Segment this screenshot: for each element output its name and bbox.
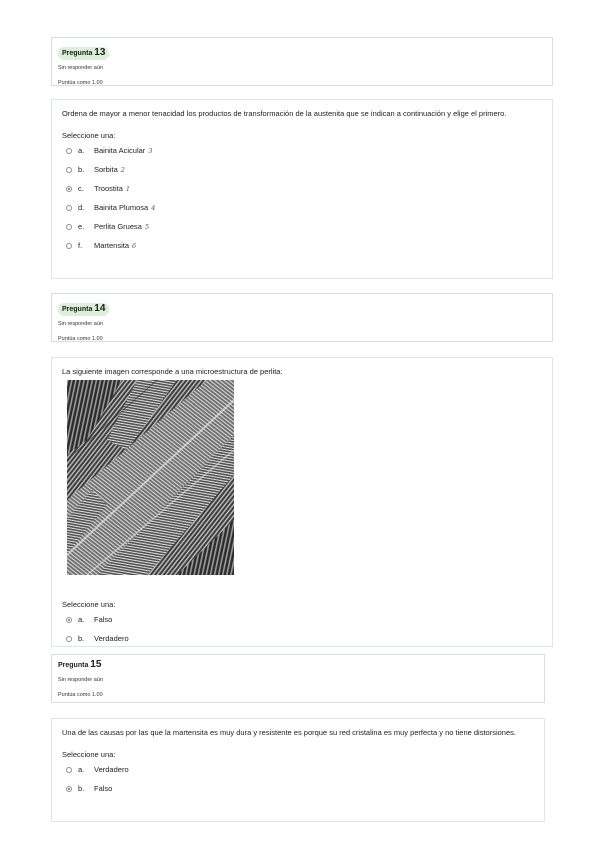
option-label: Bainita Acicular bbox=[94, 146, 146, 155]
q13-option-b[interactable] bbox=[62, 160, 542, 179]
q14-option-a[interactable] bbox=[62, 610, 542, 629]
q13-option-e[interactable] bbox=[62, 217, 542, 236]
q13-heading bbox=[58, 47, 109, 60]
q15-info-box bbox=[51, 654, 545, 703]
handwritten-note: 5 bbox=[144, 222, 150, 231]
q14-prompt: Seleccione una: bbox=[62, 600, 116, 609]
q15-heading bbox=[58, 659, 538, 672]
q15-number: 15 bbox=[90, 659, 102, 670]
q13-option-d[interactable] bbox=[62, 198, 542, 217]
option-label: Martensita bbox=[94, 241, 130, 250]
handwritten-note: 2 bbox=[120, 165, 125, 174]
q14-answer-list bbox=[62, 610, 542, 648]
q15-heading-label: Pregunta bbox=[58, 662, 89, 669]
q13-radio-c[interactable] bbox=[66, 186, 72, 192]
q15-option-b[interactable] bbox=[62, 779, 534, 798]
option-letter: f. bbox=[78, 241, 83, 250]
microstructure-image bbox=[67, 380, 234, 575]
q15-prompt: Seleccione una: bbox=[62, 750, 116, 759]
handwritten-note: 1 bbox=[125, 184, 131, 193]
q13-radio-a[interactable] bbox=[66, 148, 72, 154]
q15-radio-a[interactable] bbox=[66, 767, 72, 773]
handwritten-note: 3 bbox=[148, 146, 153, 155]
option-letter: b. bbox=[78, 634, 85, 643]
option-label: Verdadero bbox=[94, 765, 129, 774]
q13-option-a[interactable] bbox=[62, 141, 542, 160]
q14-info-box bbox=[51, 293, 553, 342]
q13-radio-e[interactable] bbox=[66, 224, 72, 230]
q15-answer-list bbox=[62, 760, 534, 798]
option-letter: c. bbox=[78, 184, 84, 193]
q13-option-f[interactable] bbox=[62, 236, 542, 255]
q13-state: Sin responder aún bbox=[58, 65, 103, 71]
q13-info-box bbox=[51, 37, 553, 86]
q13-content-box bbox=[51, 99, 553, 279]
q15-content-box bbox=[51, 718, 545, 822]
option-letter: a. bbox=[78, 615, 85, 624]
option-label: Sorbita bbox=[94, 165, 118, 174]
q14-grade: Puntúa como 1.00 bbox=[58, 336, 103, 342]
q13-answer-list bbox=[62, 141, 542, 255]
q15-state: Sin responder aún bbox=[58, 677, 103, 683]
option-letter: b. bbox=[78, 165, 85, 174]
handwritten-note: 6 bbox=[132, 241, 137, 250]
option-letter: b. bbox=[78, 784, 85, 793]
q14-option-b[interactable] bbox=[62, 629, 542, 648]
option-label: Bainita Plumosa bbox=[94, 203, 149, 212]
q14-heading-label: Pregunta bbox=[62, 306, 93, 313]
q13-heading-label: Pregunta bbox=[62, 50, 93, 57]
option-label: Perlita Gruesa bbox=[94, 222, 142, 231]
handwritten-note: 4 bbox=[151, 203, 156, 212]
q14-radio-a[interactable] bbox=[66, 617, 72, 623]
q13-option-c[interactable] bbox=[62, 179, 542, 198]
option-label: Falso bbox=[94, 784, 113, 793]
q13-grade: Puntúa como 1.00 bbox=[58, 80, 103, 86]
q13-radio-d[interactable] bbox=[66, 205, 72, 211]
q15-option-a[interactable] bbox=[62, 760, 534, 779]
q13-prompt: Seleccione una: bbox=[62, 131, 116, 140]
q14-state: Sin responder aún bbox=[58, 321, 103, 327]
option-letter: a. bbox=[78, 146, 85, 155]
q14-heading bbox=[58, 303, 109, 316]
q15-radio-b[interactable] bbox=[66, 786, 72, 792]
option-label: Falso bbox=[94, 615, 113, 624]
q13-radio-f[interactable] bbox=[66, 243, 72, 249]
option-letter: d. bbox=[78, 203, 85, 212]
q14-question-text: La siguiente imagen corresponde a una microestructura de perlita: bbox=[62, 367, 283, 376]
q14-number: 14 bbox=[94, 303, 106, 314]
option-label: Troostita bbox=[94, 184, 123, 193]
q14-radio-b[interactable] bbox=[66, 636, 72, 642]
q15-question-text: Una de las causas por las que la martensita es muy dura y resistente es porque su red cristalina es muy perfecta y no tiene distorsiones. bbox=[62, 728, 516, 737]
q13-number: 13 bbox=[94, 47, 106, 58]
q13-radio-b[interactable] bbox=[66, 167, 72, 173]
option-letter: a. bbox=[78, 765, 85, 774]
option-label: Verdadero bbox=[94, 634, 129, 643]
q15-grade: Puntúa como 1.00 bbox=[58, 692, 103, 698]
option-letter: e. bbox=[78, 222, 85, 231]
q13-question-text: Ordena de mayor a menor tenacidad los productos de transformación de la austenita que se indican a continuación y elige el primero. bbox=[62, 109, 507, 118]
